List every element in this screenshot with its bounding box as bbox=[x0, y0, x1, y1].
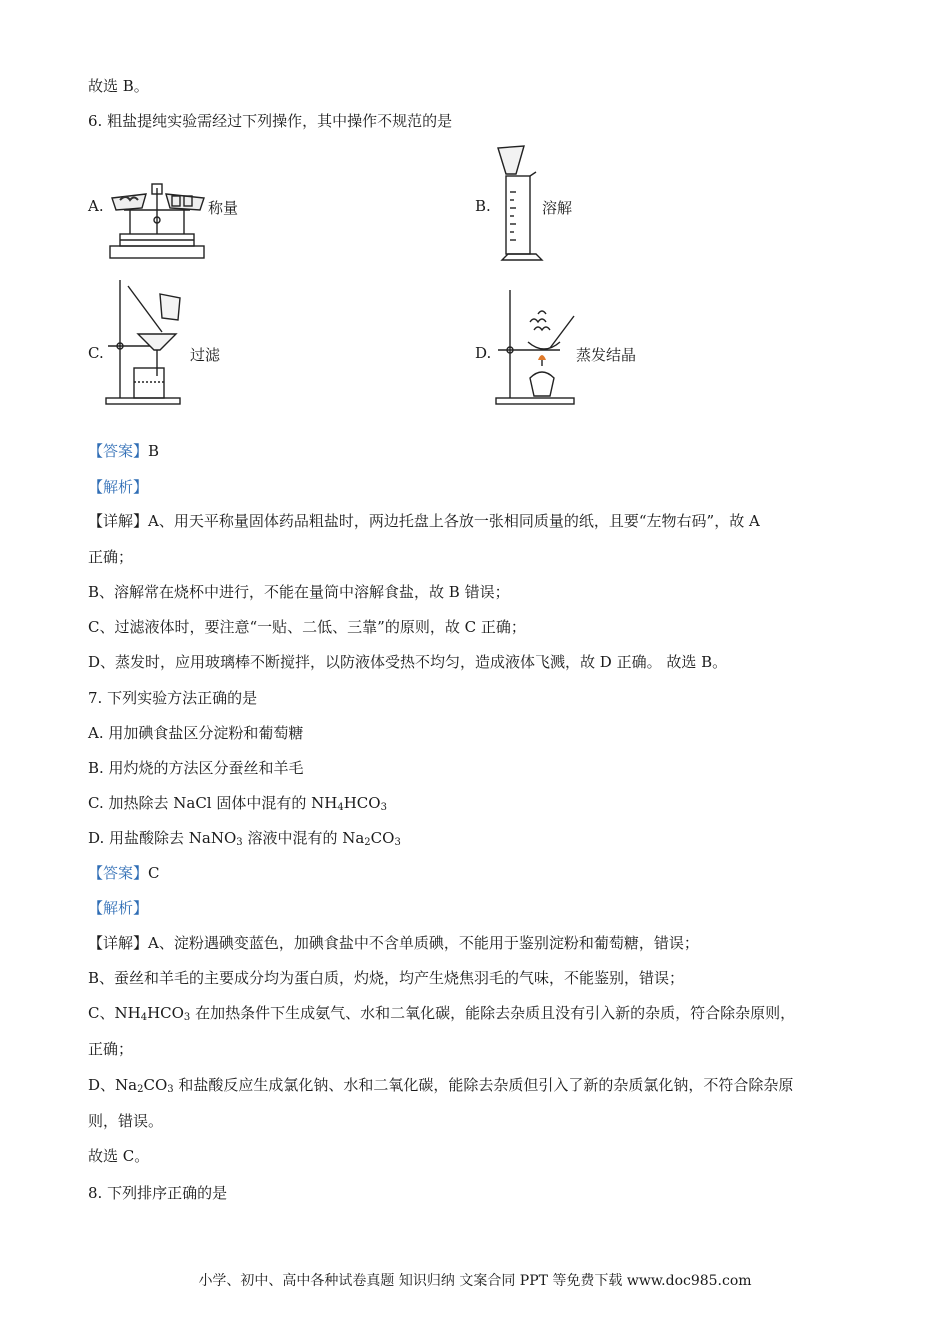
detail-6-line-1b: 正确； bbox=[88, 548, 134, 566]
option-c-text: 过滤 bbox=[190, 346, 221, 364]
previous-conclusion: 故选 B。 bbox=[88, 77, 149, 95]
question-7-option-a: A. 用加碘食盐区分淀粉和葡萄糖 bbox=[88, 724, 304, 742]
question-7-option-b: B. 用灼烧的方法区分蚕丝和羊毛 bbox=[88, 759, 304, 777]
detail-7-line-3b: 正确； bbox=[88, 1040, 134, 1058]
option-b-text: 溶解 bbox=[542, 199, 573, 217]
question-7-option-c: C. 加热除去 NaCl 固体中混有的 $NH_4HCO_3$ bbox=[88, 794, 387, 813]
answer-value: C bbox=[148, 864, 160, 882]
question-7: 7. 下列实验方法正确的是 bbox=[88, 689, 258, 707]
answer-tag: 【答案】 bbox=[88, 864, 149, 882]
graduated-cylinder-illustration bbox=[496, 144, 548, 262]
answer-6 bbox=[88, 440, 159, 462]
detail-6-line-3: C、过滤液体时，要注意“一贴、二低、三靠”的原则，故 C 正确； bbox=[88, 618, 526, 636]
question-6: 6. 粗盐提纯实验需经过下列操作，其中操作不规范的是 bbox=[88, 112, 453, 130]
answer-value: B bbox=[148, 442, 160, 460]
option-a-text: 称量 bbox=[208, 199, 239, 217]
detail-6-line-2: B、溶解常在烧杯中进行，不能在量筒中溶解食盐，故 B 错误； bbox=[88, 583, 510, 601]
detail-tag: 【详解】 bbox=[88, 934, 149, 952]
detail-tag: 【详解】 bbox=[88, 512, 149, 530]
evaporation-illustration bbox=[494, 282, 576, 406]
detail-6-line-1: 【详解】A、用天平称量固体药品粗盐时，两边托盘上各放一张相同质量的纸，且要“左物右码”，故 A bbox=[88, 512, 760, 530]
detail-7-line-3: C、$NH_4HCO_3$ 在加热条件下生成氨气、水和二氧化碳，能除去杂质且没有引入新的杂质，符合除杂原则， bbox=[88, 1004, 796, 1023]
filtration-illustration bbox=[104, 276, 182, 406]
balance-illustration bbox=[106, 180, 208, 262]
detail-7-line-2: B、蚕丝和羊毛的主要成分均为蛋白质，灼烧，均产生烧焦羽毛的气味，不能鉴别，错误； bbox=[88, 969, 685, 987]
question-8: 8. 下列排序正确的是 bbox=[88, 1184, 228, 1202]
option-a-label: A. bbox=[88, 197, 104, 215]
detail-7-line-4: D、$Na_2CO_3$ 和盐酸反应生成氯化钠、水和二氧化碳，能除去杂质但引入了新的杂质氯化钠，不符合除杂原 bbox=[88, 1076, 794, 1095]
question-7-option-d: D. 用盐酸除去 NaNO$_3$ 溶液中混有的 $Na_2CO_3$ bbox=[88, 829, 401, 848]
detail-6-line-4: D、蒸发时，应用玻璃棒不断搅拌，以防液体受热不均匀，造成液体飞溅，故 D 正确。 故选 B。 bbox=[88, 653, 728, 671]
answer-7 bbox=[88, 862, 160, 884]
detail-7-line-4b: 则，错误。 bbox=[88, 1112, 164, 1130]
detail-7-line-1: 【详解】A、淀粉遇碘变蓝色，加碘食盐中不含单质碘，不能用于鉴别淀粉和葡萄糖，错误； bbox=[88, 934, 699, 952]
option-d-text: 蒸发结晶 bbox=[576, 346, 637, 364]
answer-tag: 【答案】 bbox=[88, 442, 149, 460]
analysis-tag-7: 【解析】 bbox=[88, 899, 149, 917]
conclusion-7: 故选 C。 bbox=[88, 1147, 150, 1165]
analysis-tag-6: 【解析】 bbox=[88, 478, 149, 496]
option-d-label: D. bbox=[475, 344, 492, 362]
option-b-label: B. bbox=[475, 197, 491, 215]
option-c-label: C. bbox=[88, 344, 104, 362]
page-footer[interactable]: 小学、初中、高中各种试卷真题 知识归纳 文案合同 PPT 等免费下载 www.doc985.com bbox=[198, 1273, 752, 1289]
